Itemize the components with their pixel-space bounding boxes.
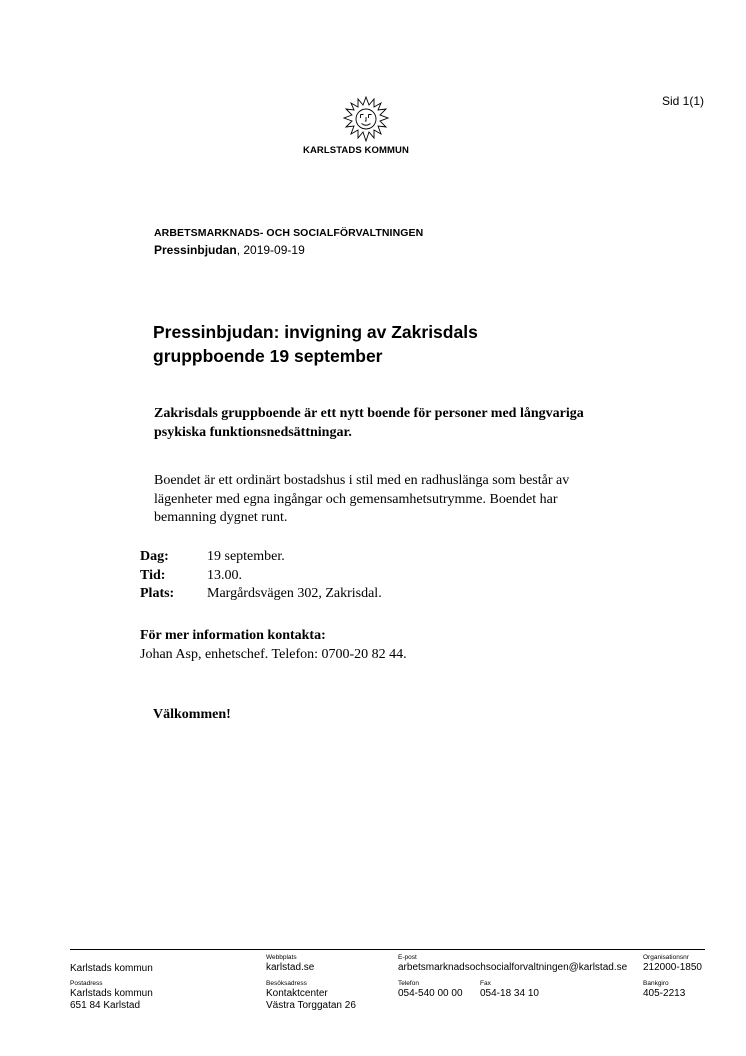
- body-line: bemanning dygnet runt.: [154, 510, 288, 525]
- place-label: Plats:: [140, 586, 175, 601]
- document-date: , 2019-09-19: [236, 243, 305, 257]
- title-line: gruppboende 19 september: [153, 346, 383, 366]
- document-type-line: [154, 243, 305, 257]
- day-value: 19 september.: [207, 549, 285, 564]
- document-type: Pressinbjudan: [154, 243, 237, 257]
- place-value: Margårdsvägen 302, Zakrisdal.: [207, 586, 382, 601]
- lead-line: psykiska funktionsnedsättningar.: [154, 424, 352, 440]
- lead-line: Zakrisdals gruppboende är ett nytt boende för personer med långvariga: [154, 406, 584, 421]
- web-value: karlstad.se: [266, 962, 315, 973]
- fax-value: 054-18 34 10: [480, 988, 539, 999]
- detail-row-place: [140, 585, 382, 604]
- email-value: arbetsmarknadsochsocialforvaltningen@karlstad.se: [398, 962, 628, 973]
- lead-paragraph: [154, 405, 634, 442]
- time-label: Tid:: [140, 567, 166, 583]
- bankgiro-label: Bankgiro: [643, 980, 669, 987]
- contact-section: [140, 627, 407, 664]
- contact-heading: För mer information kontakta:: [140, 628, 326, 643]
- body-paragraph: [154, 472, 624, 528]
- postal-line: 651 84 Karlstad: [70, 999, 141, 1011]
- footer-orgnr: [643, 954, 702, 974]
- footer-phone: [398, 980, 463, 1000]
- bankgiro-value: 405-2213: [643, 988, 686, 999]
- sun-logo-icon: [343, 96, 389, 142]
- department-name: ARBETSMARKNADS- OCH SOCIALFÖRVALTNINGEN: [154, 227, 424, 239]
- event-details: [140, 548, 382, 604]
- page-title: [153, 320, 593, 368]
- body-line: Boendet är ett ordinärt bostadshus i stil med en radhuslänga som består av: [154, 473, 570, 488]
- day-label: Dag:: [140, 549, 169, 564]
- orgnr-label: Organisationsnr: [643, 954, 689, 961]
- phone-value: 054-540 00 00: [398, 988, 463, 999]
- phone-label: Telefon: [398, 980, 419, 987]
- contact-text: Johan Asp, enhetschef. Telefon: 0700-20 82 44.: [140, 646, 407, 662]
- time-value: 13.00.: [207, 567, 242, 583]
- page-number: Sid 1(1): [661, 94, 704, 108]
- detail-row-day: [140, 548, 382, 567]
- footer-web: [266, 954, 314, 974]
- organization-name: KARLSTADS KOMMUN: [303, 145, 409, 156]
- detail-row-time: [140, 567, 382, 586]
- postal-line: Karlstads kommun: [70, 988, 153, 999]
- email-label: E-post: [398, 954, 417, 961]
- visit-label: Besöksadress: [266, 980, 307, 987]
- footer-divider: [70, 949, 705, 950]
- footer-postal: [70, 980, 153, 1011]
- footer-name: Karlstads kommun: [70, 963, 153, 974]
- footer-email: [398, 954, 627, 974]
- footer-fax: [480, 980, 539, 1000]
- web-label: Webbplats: [266, 954, 297, 961]
- orgnr-value: 212000-1850: [643, 962, 702, 973]
- title-line: Pressinbjudan: invigning av Zakrisdals: [153, 322, 478, 342]
- footer-bankgiro: [643, 980, 685, 1000]
- body-line: lägenheter med egna ingångar och gemensamhetsutrymme. Boendet har: [154, 491, 558, 507]
- postal-label: Postadress: [70, 980, 103, 987]
- welcome-text: Välkommen!: [153, 707, 231, 722]
- fax-label: Fax: [480, 980, 491, 987]
- visit-line: Västra Torggatan 26: [266, 999, 356, 1011]
- footer-visit: [266, 980, 356, 1011]
- visit-line: Kontaktcenter: [266, 988, 328, 999]
